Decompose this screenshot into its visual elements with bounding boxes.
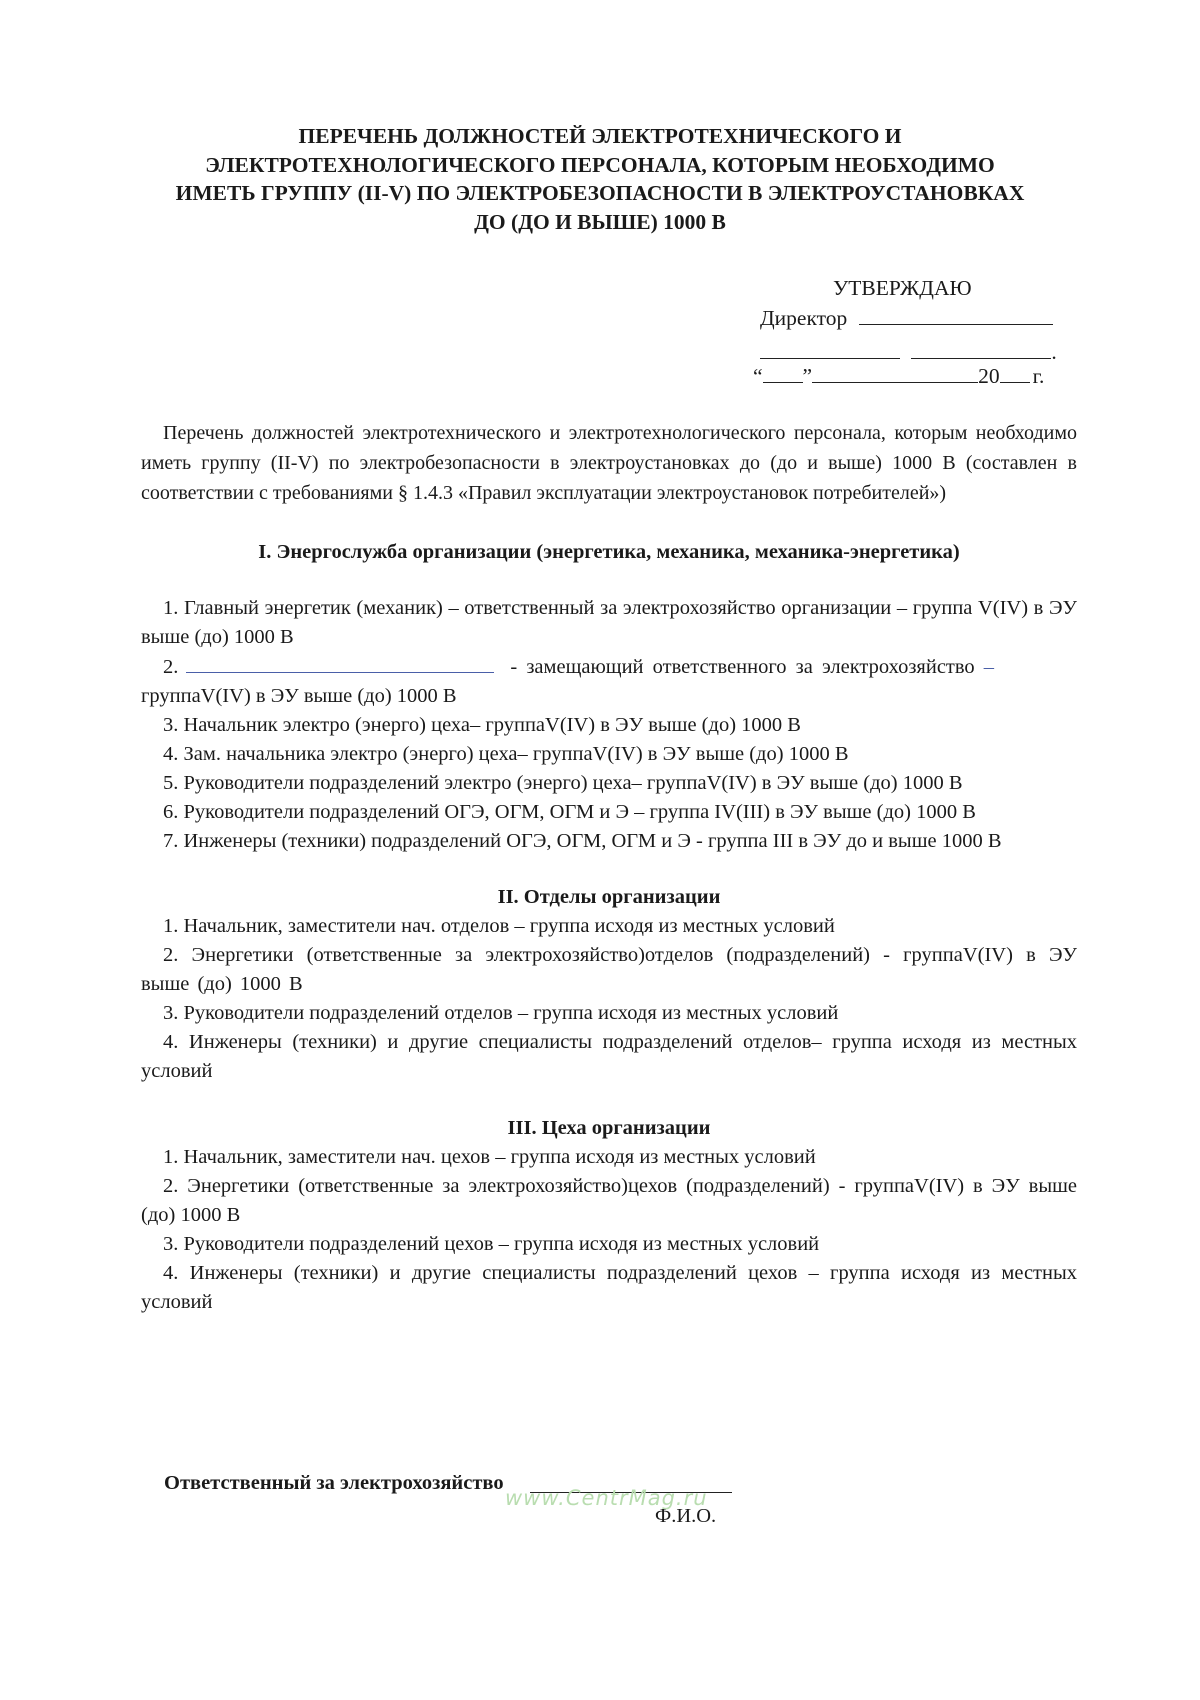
section-1-item-6: 6. Руководители подразделений ОГЭ, ОГМ, ОГМ и Э – группа IV(III) в ЭУ выше (до) 1000 В [163, 801, 976, 823]
year-prefix: 20 [978, 364, 1000, 388]
month-blank [812, 364, 978, 383]
section-2-heading: II. Отделы организации [497, 886, 721, 908]
name-period: . [1051, 340, 1057, 364]
section-2-item-2: 2. Энергетики (ответственные за электрохозяйство)отделов (подразделений) - группаV(IV) в ЭУ выше (до) 1000 В [141, 944, 1077, 995]
section-3-item-3: 3. Руководители подразделений цехов – группа исходя из местных условий [163, 1233, 820, 1255]
section-1-item-1: 1. Главный энергетик (механик) – ответственный за электрохозяйство организации – группа V(IV) в ЭУ выше (до) 1000 В [141, 597, 1077, 648]
section-1-item-2-continuation: группаV(IV) в ЭУ выше (до) 1000 В [141, 685, 457, 707]
fio-caption: Ф.И.О. [655, 1505, 717, 1527]
title-line-4: ДО (ДО И ВЫШЕ) 1000 В [474, 209, 726, 234]
title-line-1: ПЕРЕЧЕНЬ ДОЛЖНОСТЕЙ ЭЛЕКТРОТЕХНИЧЕСКОГО И [298, 124, 902, 148]
section-1-item-2-number: 2. [163, 656, 179, 678]
date-close-quote: ” [802, 364, 813, 388]
section-3-item-1: 1. Начальник, заместители нач. цехов – группа исходя из местных условий [163, 1146, 816, 1168]
title-line-2: ЭЛЕКТРОТЕХНОЛОГИЧЕСКОГО ПЕРСОНАЛА, КОТОРЫМ НЕОБХОДИМО [205, 152, 995, 177]
date-line [753, 364, 1044, 388]
section-2-item-4: 4. Инженеры (техники) и другие специалисты подразделений отделов– группа исходя из местных условий [141, 1031, 1077, 1082]
name-line [760, 340, 1057, 364]
watermark: www.CentrMag.ru [505, 1486, 708, 1510]
section-1-item-2 [141, 653, 1077, 711]
intro-paragraph: Перечень должностей электротехнического и электротехнологического персонала, которым необходимо иметь группу (II-V) по электробезопасности в электроустановках до (до и выше) 1000 В (составлен в соответствии с требованиями § 1.4.3 «Правил эксплуатации электроустановок потребителей») [141, 422, 1077, 504]
director-line [760, 306, 1053, 330]
section-1-item-4: 4. Зам. начальника электро (энерго) цеха– группаV(IV) в ЭУ выше (до) 1000 В [163, 743, 849, 765]
responsible-label: Ответственный за электрохозяйство [164, 1472, 504, 1494]
section-2-item-3: 3. Руководители подразделений отделов – группа исходя из местных условий [163, 1002, 839, 1024]
day-blank [763, 364, 803, 383]
section-1-item-7: 7. Инженеры (техники) подразделений ОГЭ, ОГМ, ОГМ и Э - группа III в ЭУ до и выше 1000 В [163, 830, 1002, 852]
section-1-item-3: 3. Начальник электро (энерго) цеха– группаV(IV) в ЭУ выше (до) 1000 В [163, 714, 801, 736]
director-label: Директор [760, 306, 848, 330]
section-3-item-2: 2. Энергетики (ответственные за электрохозяйство)цехов (подразделений) - группаV(IV) в ЭУ выше (до) 1000 В [141, 1175, 1077, 1226]
year-suffix: г. [1032, 364, 1045, 388]
deputy-name-blank [186, 654, 494, 673]
section-1-item-5: 5. Руководители подразделений электро (энерго) цеха– группаV(IV) в ЭУ выше (до) 1000 В [163, 772, 963, 794]
section-1-heading: I. Энергослужба организации (энергетика, механика, механика-энергетика) [258, 541, 960, 563]
section-1-item-2-text: - замещающий ответственного за электрохозяйство [510, 656, 975, 678]
year-blank [1000, 364, 1030, 383]
date-open-quote: “ [753, 364, 763, 388]
name-blank-2 [911, 340, 1051, 359]
section-3-heading: III. Цеха организации [507, 1117, 711, 1139]
section-3-item-4: 4. Инженеры (техники) и другие специалисты подразделений цехов – группа исходя из местных условий [141, 1262, 1077, 1313]
name-blank-1 [760, 340, 900, 359]
director-signature-blank [859, 306, 1053, 325]
section-2-item-1: 1. Начальник, заместители нач. отделов – группа исходя из местных условий [163, 915, 835, 937]
approval-heading: УТВЕРЖДАЮ [833, 276, 972, 300]
document-title [150, 122, 1050, 236]
title-line-3: ИМЕТЬ ГРУППУ (II-V) ПО ЭЛЕКТРОБЕЗОПАСНОСТИ В ЭЛЕКТРОУСТАНОВКАХ [175, 181, 1025, 205]
section-1-item-2-line [141, 653, 1077, 682]
section-1-item-2-dash: – [983, 656, 995, 678]
